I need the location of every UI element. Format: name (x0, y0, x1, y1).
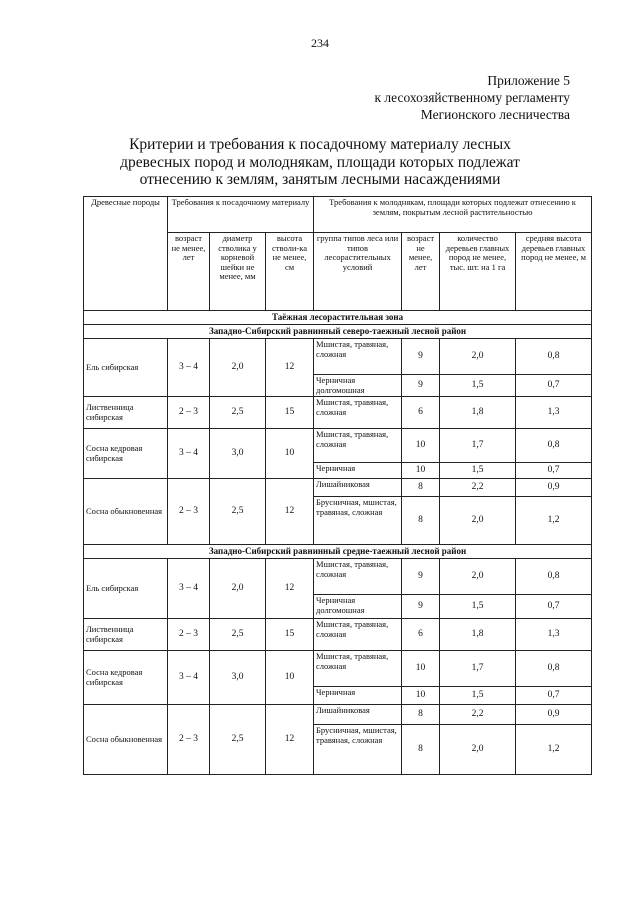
title-line-3: отнесению к землям, занятым лесными насаждениями (139, 171, 501, 188)
planting-height: 15 (266, 619, 314, 651)
forest-group: Мшистая, травяная, сложная (314, 619, 402, 651)
planting-diameter: 2,5 (210, 479, 266, 545)
planting-height: 12 (266, 705, 314, 775)
title-line-2: древесных пород и молоднякам, площади которых подлежат (120, 153, 520, 171)
planting-diameter: 2,5 (210, 619, 266, 651)
avg-height: 0,9 (516, 705, 592, 725)
tree-count: 1,5 (440, 687, 516, 705)
region-row: Западно-Сибирский равнинный северо-таежный лесной район (84, 325, 592, 339)
appendix-line-1: Приложение 5 (487, 73, 570, 88)
region-row: Западно-Сибирский равнинный средне-таежный лесной район (84, 545, 592, 559)
appendix-line-3: Мегионского лесничества (420, 107, 570, 122)
species-name: Лиственница сибирская (84, 397, 168, 429)
table-row (84, 479, 592, 497)
planting-height: 10 (266, 651, 314, 705)
young-age: 8 (402, 725, 440, 775)
tree-count: 1,7 (440, 429, 516, 463)
forest-group: Лишайниковая (314, 705, 402, 725)
young-age: 8 (402, 497, 440, 545)
young-age: 10 (402, 687, 440, 705)
zone-row: Таёжная лесорастительная зона (84, 311, 592, 325)
document-title (0, 136, 640, 189)
species-name: Ель сибирская (84, 339, 168, 397)
criteria-table (83, 196, 592, 775)
header-diameter: диаметр стволика у корневой шейки не менее, мм (210, 233, 266, 311)
header-avg-height: средняя высота деревьев главных пород не менее, м (516, 233, 592, 311)
avg-height: 0,8 (516, 651, 592, 687)
tree-count: 2,0 (440, 497, 516, 545)
header-forest-group: группа типов леса или типов лесорастительных условий (314, 233, 402, 311)
tree-count: 1,7 (440, 651, 516, 687)
planting-diameter: 2,5 (210, 397, 266, 429)
header-young-stands: Требования к молоднякам, площади которых подлежат отнесению к землям, покрытым лесной растительностью (314, 197, 592, 233)
table-row (84, 339, 592, 375)
forest-group: Брусничная, мшистая, травяная, сложная (314, 497, 402, 545)
planting-age: 2 – 3 (168, 705, 210, 775)
table-row (84, 397, 592, 429)
species-name: Сосна кедровая сибирская (84, 429, 168, 479)
header-height: высота стволи-ка не менее, см (266, 233, 314, 311)
planting-age: 3 – 4 (168, 429, 210, 479)
tree-count: 1,5 (440, 463, 516, 479)
page-number: 234 (311, 36, 329, 50)
tree-count: 2,2 (440, 479, 516, 497)
planting-diameter: 2,5 (210, 705, 266, 775)
header-age: возраст не менее, лет (168, 233, 210, 311)
planting-diameter: 3,0 (210, 429, 266, 479)
young-age: 6 (402, 397, 440, 429)
header-planting-material: Требования к посадочному материалу (168, 197, 314, 233)
young-age: 10 (402, 429, 440, 463)
appendix-heading (375, 72, 571, 123)
title-line-1: Критерии и требования к посадочному материалу лесных (129, 136, 511, 153)
planting-height: 12 (266, 479, 314, 545)
avg-height: 1,3 (516, 397, 592, 429)
appendix-line-2: к лесохозяйственному регламенту (374, 90, 570, 105)
header-young-age: возраст не менее, лет (402, 233, 440, 311)
avg-height: 0,8 (516, 559, 592, 595)
avg-height: 1,2 (516, 497, 592, 545)
planting-height: 15 (266, 397, 314, 429)
tree-count: 2,0 (440, 559, 516, 595)
forest-group: Мшистая, травяная, сложная (314, 339, 402, 375)
young-age: 6 (402, 619, 440, 651)
planting-diameter: 2,0 (210, 339, 266, 397)
avg-height: 0,7 (516, 463, 592, 479)
planting-height: 10 (266, 429, 314, 479)
avg-height: 1,3 (516, 619, 592, 651)
avg-height: 0,7 (516, 595, 592, 619)
header-tree-count: количество деревьев главных пород не менее, тыс. шт. на 1 га (440, 233, 516, 311)
species-name: Сосна обыкновенная (84, 479, 168, 545)
planting-age: 3 – 4 (168, 339, 210, 397)
forest-group: Черничная (314, 463, 402, 479)
table-row (84, 429, 592, 463)
species-name: Ель сибирская (84, 559, 168, 619)
species-name: Сосна обыкновенная (84, 705, 168, 775)
avg-height: 1,2 (516, 725, 592, 775)
young-age: 10 (402, 651, 440, 687)
planting-height: 12 (266, 339, 314, 397)
young-age: 8 (402, 479, 440, 497)
forest-group: Черничная долгомошная (314, 595, 402, 619)
header-species: Древесные породы (84, 197, 168, 311)
tree-count: 1,8 (440, 619, 516, 651)
forest-group: Черничная долгомошная (314, 375, 402, 397)
tree-count: 2,0 (440, 339, 516, 375)
planting-age: 3 – 4 (168, 559, 210, 619)
forest-group: Мшистая, травяная, сложная (314, 559, 402, 595)
planting-diameter: 3,0 (210, 651, 266, 705)
forest-group: Мшистая, травяная, сложная (314, 397, 402, 429)
tree-count: 1,5 (440, 595, 516, 619)
tree-count: 1,8 (440, 397, 516, 429)
avg-height: 0,7 (516, 375, 592, 397)
table-row (84, 705, 592, 725)
planting-age: 2 – 3 (168, 397, 210, 429)
avg-height: 0,8 (516, 429, 592, 463)
young-age: 9 (402, 559, 440, 595)
planting-height: 12 (266, 559, 314, 619)
table-row (84, 619, 592, 651)
table-row (84, 651, 592, 687)
avg-height: 0,7 (516, 687, 592, 705)
young-age: 9 (402, 375, 440, 397)
species-name: Сосна кедровая сибирская (84, 651, 168, 705)
forest-group: Черничная (314, 687, 402, 705)
forest-group: Брусничная, мшистая, травяная, сложная (314, 725, 402, 775)
avg-height: 0,8 (516, 339, 592, 375)
young-age: 8 (402, 705, 440, 725)
planting-age: 2 – 3 (168, 479, 210, 545)
tree-count: 1,5 (440, 375, 516, 397)
planting-age: 2 – 3 (168, 619, 210, 651)
forest-group: Лишайниковая (314, 479, 402, 497)
tree-count: 2,2 (440, 705, 516, 725)
young-age: 10 (402, 463, 440, 479)
tree-count: 2,0 (440, 725, 516, 775)
species-name: Лиственница сибирская (84, 619, 168, 651)
young-age: 9 (402, 595, 440, 619)
avg-height: 0,9 (516, 479, 592, 497)
forest-group: Мшистая, травяная, сложная (314, 429, 402, 463)
planting-diameter: 2,0 (210, 559, 266, 619)
table-row (84, 559, 592, 595)
young-age: 9 (402, 339, 440, 375)
planting-age: 3 – 4 (168, 651, 210, 705)
forest-group: Мшистая, травяная, сложная (314, 651, 402, 687)
